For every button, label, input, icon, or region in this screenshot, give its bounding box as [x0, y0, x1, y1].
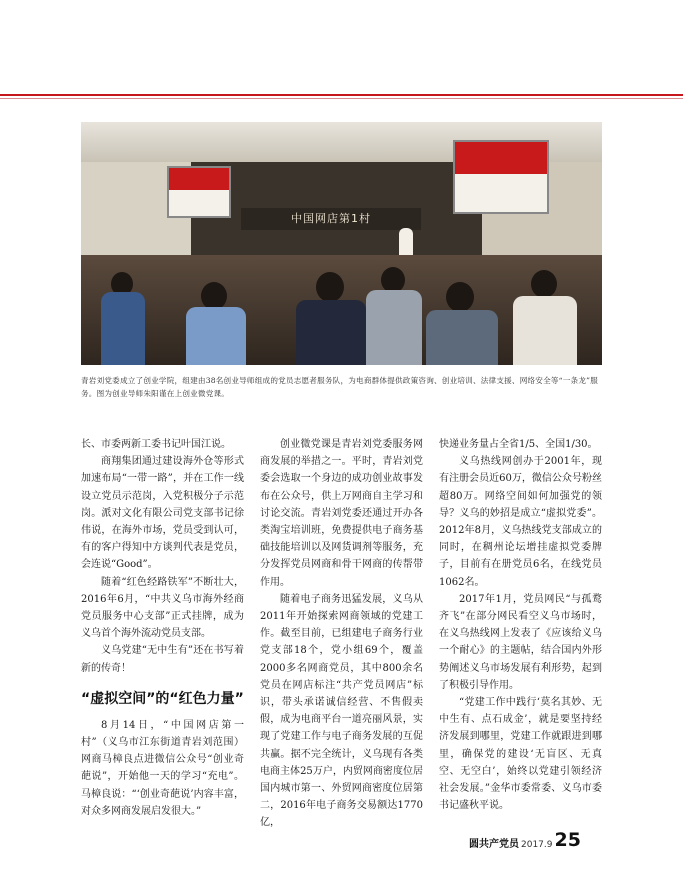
section-heading: “虚拟空间”的“红色力量”	[81, 690, 244, 707]
paragraph: 快递业务量占全省1/5、全国1/30。	[439, 439, 598, 450]
projection-screen-left	[167, 166, 231, 218]
paragraph: 义乌热线网创办于2001年，现有注册会员近60万，微信公众号粉丝超80万。网络空间如何加强党的领导？义乌的妙招是成立“虚拟党委”。2012年8月，义乌热线党支部成立的同时，在稠州论坛增挂虚拟党委牌子，目前有在册党员6名，在线党员1062名。	[439, 456, 602, 588]
venue-sign: 中国网店第1村	[241, 208, 421, 230]
page-footer	[469, 830, 581, 854]
magazine-name: 圆共产党员	[469, 839, 519, 850]
column-2	[260, 436, 423, 832]
paragraph: 2017年1月，党员网民“与孤鹜齐飞”在部分网民看空义乌市场时，在义乌热线网上发表了《应该给义乌一个耐心》的主题帖，结合国内外形势阐述义乌市场发展有利形势，起到了积极引导作用。	[439, 593, 602, 691]
paragraph: 创业微党课是青岩刘党委服务网商发展的举措之一。平时，青岩刘党委会选取一个身边的成功创业故事发布在公众号，供上万网商自主学习和讨论交流。青岩刘党委还通过开办各类淘宝培训班，免费提供电子商务基础技能培训以及网货调剂等服务，充分发挥党员网商和骨干网商的传帮带作用。	[260, 439, 423, 588]
paragraph: 8月14日，“中国网店第一村”（义乌市江东街道青岩刘范围）网商马樟良点进微信公众号“创业奇葩说”，开始他一天的学习“充电”。马樟良说：“‘创业奇葩说’内容丰富，对众多网商发展启发很大。”	[81, 719, 244, 817]
article-photo	[81, 122, 602, 365]
header-rule-thin	[0, 98, 683, 99]
paragraph: 商翔集团通过建设海外仓等形式加速布局“一带一路”，并在工作一线设立党员示范岗，入党积极分子示范岗。派对文化有限公司党支部书记徐伟说，在海外市场，党员受到认可，有的客户得知中方谈判代表是党员，会连说“Good”。	[81, 456, 244, 571]
paragraph: 随着电子商务迅猛发展，义乌从2011年开始探索网商领域的党建工作。截至目前，已组建电子商务行业党支部18个，党小组69个，覆盖2000多名网商党员，其中800余名党员在网店标注“共产党员网店”标识，带头承诺诚信经营、不售假卖假，成为电商平台一道亮丽风景，实现了党建工作与电子商务发展的互促共赢。据不完全统计，义乌现有各类电商主体25万户，内贸网商密度位居国内城市第一、外贸网商密度位居第二，2016年电子商务交易额达1770亿，	[260, 593, 423, 829]
column-3	[439, 436, 602, 814]
header-rule	[0, 94, 683, 96]
projection-screen-right	[453, 140, 549, 214]
column-1	[81, 436, 244, 820]
paragraph: 义乌党建“无中生有”还在书写着新的传奇！	[81, 645, 244, 674]
paragraph: 长、市委两新工委书记叶国江说。	[81, 439, 231, 450]
paragraph: “党建工作中践行‘莫名其妙、无中生有、点石成金’，就是要坚持经济发展到哪里，党建工作就跟进到哪里，确保党的建设‘无盲区、无真空、无空白’，始终以党建引领经济社会发展。”金华市委常委、义乌市委书记盛秋平说。	[439, 697, 602, 812]
paragraph: 随着“红色经路铁军”不断壮大，2016年6月，“中共义乌市海外经商党员服务中心支部”正式挂牌，成为义乌首个海外流动党员支部。	[81, 576, 244, 640]
issue-number: 2017.9	[521, 840, 553, 850]
page-number: 25	[554, 829, 581, 851]
photo-caption: 青岩刘党委成立了创业学院，组建由38名创业导师组成的党员志愿者服务队，为电商群体提供政策咨询、创业培训、法律支援、网络安全等“一条龙”服务。图为创业导师朱阳谨在上创业微党课。	[81, 376, 599, 398]
